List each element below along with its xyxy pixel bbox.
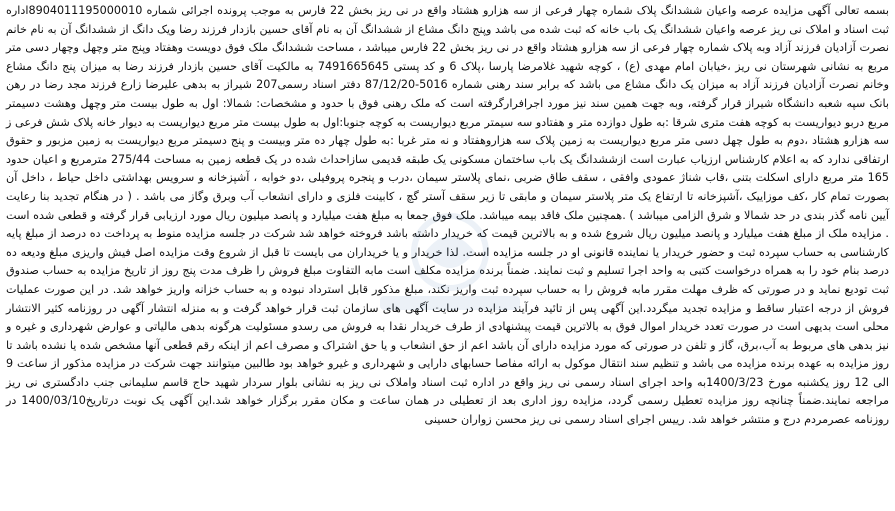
notice-body-text: بسمه تعالی آگهی مزایده عرصه واعیان ششدانگ پلاک شماره چهار فرعی از سه هزارو هشتاد واقع در نی ریز بخش 22 فارس به موجب پرونده اجرائی شماره 8904011195000010اداره ثبت اسناد و املاک نی ریز عرصه واعیان ششدانگ یک باب خانه که ثبت شده می باشد وپنج دانگ مشاع از ششدانگ آن به نام آقای حسین بازدار فرزند رضا ویک دانگ از ششدانگ آن به نام خانم نصرت آزادیان فرزند آزاد وبه پلاک شماره چهار فرعی از سه هزارو هشتاد واقع در نی ریز بخش 22 فارس میباشد ، مساحت ششدانگ ملک فوق دویست وهفتاد وپنج متر وچهل وچهار دسی متر مربع به نشانی شهرستان نی ریز ،خیابان امام مهدی (ع) ، کوچه شهید غلامرضا پارسا ،پلاک 6 و کد پستی 7491665645 به مالکیت آقای حسین بازدار فرزند رضا به میزان پنج دانگ مشاع وخانم نصرت آزادیان فرزند آزاد به میزان یک دانگ مشاع می باشد که برابر سند رهنی شماره 5016-87/12/20 دفتر اسناد رسمی207 شیراز به بدهی علیرضا زارع فرزند مجد رضا در رهن بانک سپه شعبه دانشگاه شیراز قرار گرفته، وبه جهت همین سند نیز مورد اجرافرارگرفته است که ملک رهنی فوق با حدود و مشخصات: شمالا: اول به طول بیست متر وچهل وهشت دسیمتر مربع دربو دیواریست به کوچه هفت متری شرقا :به طول دوازده متر و هفتادو سه سیمتر مربع دیواریست به کوچه جنوبا:اول به طول بیست متر مربع دیواریست به دیوار خانه پلاک شش فرعی ز سه هزارو هشتاد ،دوم به طول چهل دسی متر مربع دیواریست به زمین پلاک سه هزاروهفتاد و نه متر غربا :به طول چهار ده متر وبیست و پنج دسیمتر مربع دیواریست به زمین مزبور و حقوق ارتفاقی ندارد که به اعلام کارشناس ارزیاب عبارت است ازششدانگ یک باب ساختمان مسکونی یک طبقه قدیمی سازاحداث شده در یک قطعه زمین به مساحت 275/44 مترمربع و اعیان حدود 165 متر مربع دارای اسکلت بتنی ،قاب شناژ عمودی وافقی ، سقف طاق ضربی ،نمای پلاستر سیمان ،درب و پنجره پروفیلی ،دو خوابه ، آشپزخانه و سرویس بهداشتی داخل حیاط ، داخل آن بصورت تمام کار ،کف موزاییک ،آشپزخانه تا ارتفاع یک متر پلاستر سیمان و مابقی تا زیر سقف آستر گچ ، کابینت فلزی و دارای انشعاب آب وبرق وگاز می باشد . ( در هنگام تجدید بنا رعایت آیین نامه گذر بندی در حد شمالا و شرق الزامی میباشد ) .همچنین ملک فاقد بیمه میباشد. ملک فوق جمعا به مبلغ هفت میلیارد و پانصد میلیون ریال مورد ارزیابی قرار گرفته و قطعی شده است . مزایده ملک از مبلغ هفت میلیارد و پانصد میلیون ریال شروع شده و به بالاترین قیمت که خریدار داشته باشد فروخته خواهد شد شرکت در جلسه مزایده منوط به پرداخت ده درصد از مبلغ پایه کارشناسی به حساب سپرده ثبت و حضور خریدار یا نماینده قانونی او در جلسه مزایده است. لذا خریدار و یا خریداران می بایست تا قبل از شروع وقت مزایده اصل فیش واریزی مبلغ ودیعه ده درصد بنام خود را به همراه درخواست کتبی به واحد اجرا تسلیم و ثبت نمایند. ضمناً برنده مزایده مکلف است مابه التفاوت مبلغ فروش را ظرف مدت پنج روز از تاریخ مزایده به حساب صندوق ثبت تودیع نماید و در صورتی که ظرف مهلت مقرر مابه فروش را به حساب سپرده ثبت واریز نکند، مبلغ مذکور قابل استرداد نبوده و به حساب خزانه واریز خواهد شد. در این صورت عملیات فروش از درجه اعتبار ساقط و مزایده تجدید میگردد.این آگهی پس از تائید فرآیند مزایده در سایت آگهی های سازمان ثبت قرار خواهد گرفت و به منزله انتشار آگهی در روزنامه کثیر الانتشار محلی است بدیهی است در صورت تعدد خریدار اموال فوق به بالاترین قیمت پیشنهادی از طرف خریدار نقدا به فروش می رسدو مسئولیت هرگونه بدهی مالیاتی و عوارض شهرداری و غیره و نیز بدهی های مربوط به آب،برق، گاز و تلفن در صورتی که مورد مزایده دارای آن باشد اعم از حق انشعاب و یا حق اشتراک و مصرف اعم از اینکه رقم قطعی آنها مشخص شده یا نشده باشد تا روز مزایده به عهده برنده مزایده می باشد و تنظیم سند انتقال موکول به ارائه مفاصا حسابهای دارایی و شهرداری و غیرو خواهد بود طالبین میتوانند جهت شرکت در مزایده مذکور از ساعت 9 الی 12 روز یکشنبه مورخ 1400/3/23به واحد اجرای اسناد رسمی نی ریز واقع در اداره ثبت اسناد واملاک نی ریز به نشانی بلوار سردار شهید حاج قاسم سلیمانی جنب دادگستری نی ریز مراجعه نمایند.ضمناً چنانچه روز مزایده تعطیل رسمی گردد، مزایده روز اداری بعد از تعطیلی در همان ساعت و مکان مقرر برگزار خواهد شد.این آگهی یک نوبت درتاریخ1400/03/10 در روزنامه عصرمردم درج و منتشر خواهد شد. رییس اجرای اسناد رسمی نی ریز محسن زواران حسینی — [6, 4, 889, 427]
